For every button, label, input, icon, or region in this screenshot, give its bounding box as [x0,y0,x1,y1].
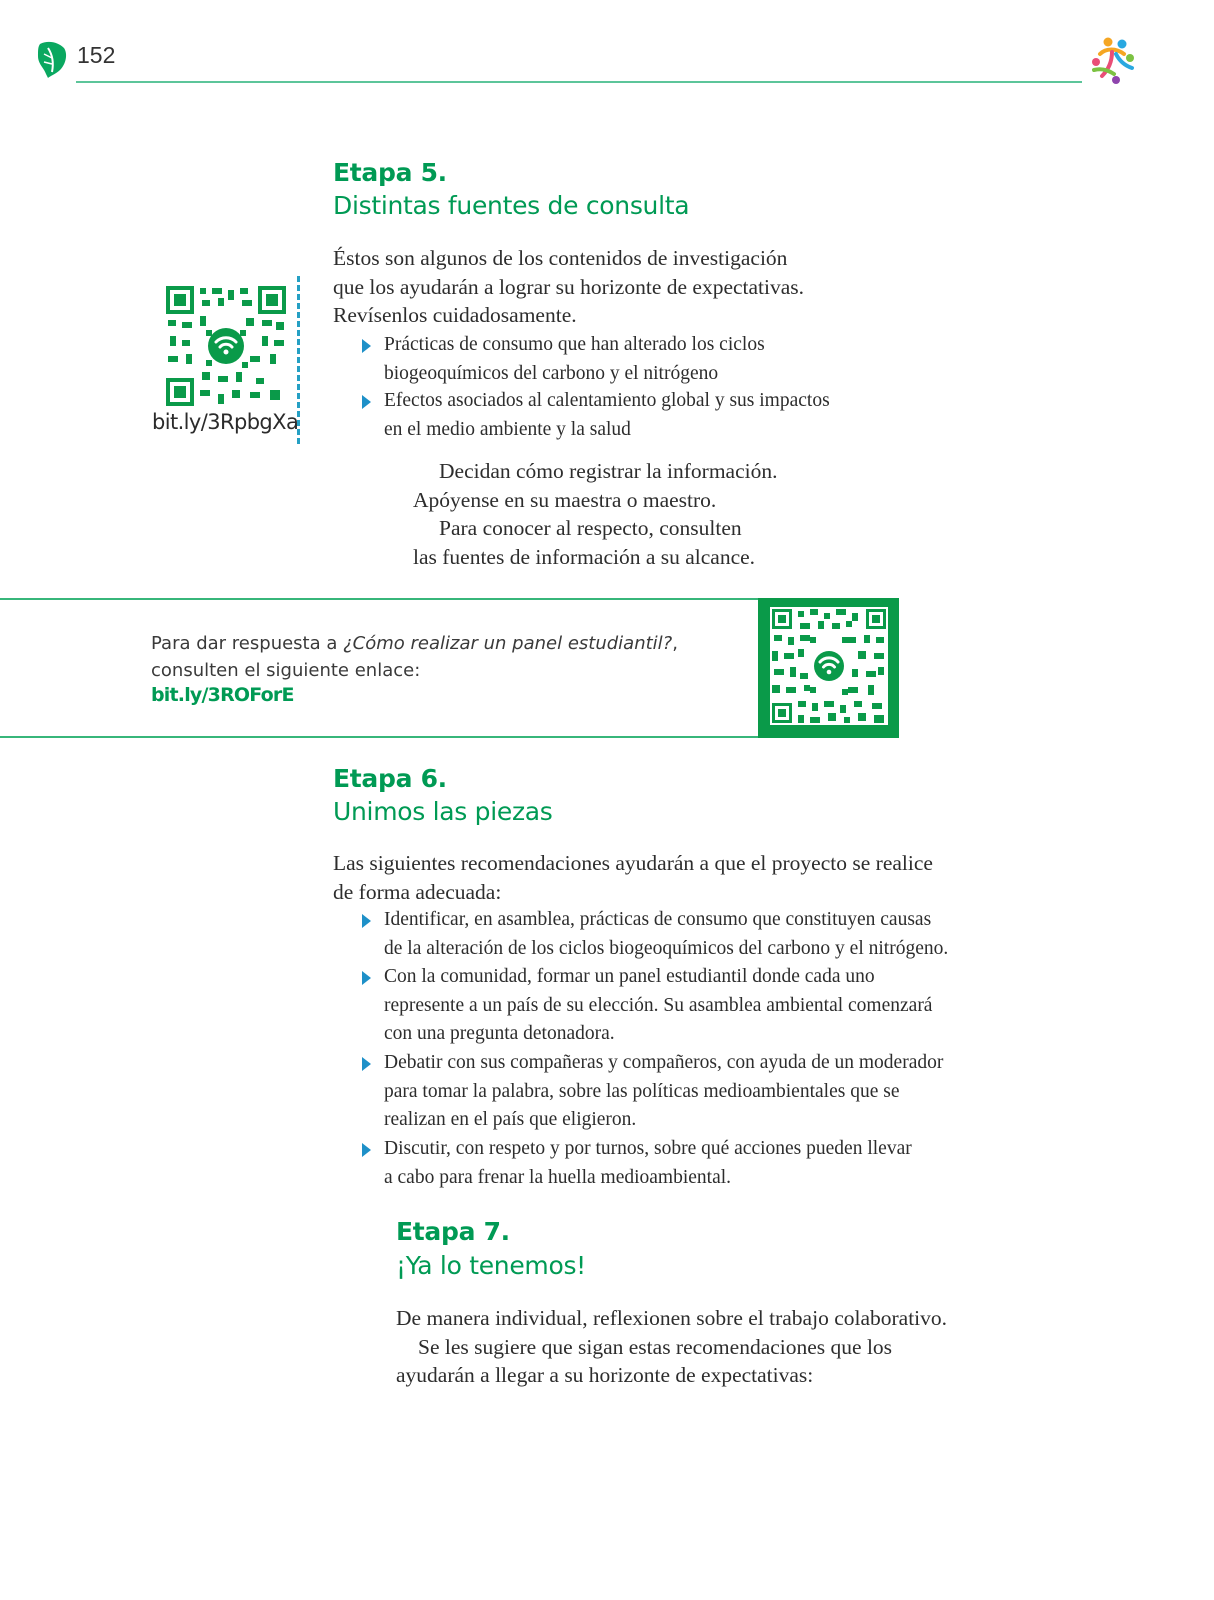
community-logo-icon [1086,32,1142,88]
list-item-line: Debatir con sus compañeras y compañeros, con ayuda de un moderador [384,1052,944,1073]
band-text-line: consulten el siguiente enlace: [151,660,421,681]
bullet-arrow-icon [362,914,371,928]
band-rule-bottom [0,736,758,738]
etapa7-text [396,1304,947,1390]
list-item-line: Discutir, con respeto y por turnos, sobre qué acciones pueden llevar [384,1138,912,1159]
band-text-italic: ¿Cómo realizar un panel estudiantil? [343,633,673,654]
qr-code-icon[interactable] [166,286,286,406]
etapa5-intro [333,244,804,330]
list-item [384,1049,943,1135]
etapa5-intro-line: Éstos son algunos de los contenidos de investigación [333,246,788,270]
band-text-part: Para dar respuesta a [151,633,344,654]
list-item [384,1135,912,1192]
note-line: las fuentes de información a su alcance. [413,544,756,569]
bullet-arrow-icon [362,339,371,353]
etapa5-note [413,457,813,571]
band-text-part: , [672,633,678,654]
bullet-arrow-icon [362,1143,371,1157]
etapa6-intro-line: Las siguientes recomendaciones ayudarán a que el proyecto se realice [333,851,933,875]
band-link[interactable]: bit.ly/3ROForE [151,684,294,706]
list-item-line: de la alteración de los ciclos biogeoquímicos del carbono y el nitrógeno. [384,937,949,959]
list-item-line: Identificar, en asamblea, prácticas de consumo que constituyen causas [384,909,932,930]
bullet-arrow-icon [362,1057,371,1071]
list-item [384,906,948,963]
band-text [151,630,678,684]
etapa5-intro-line: Revísenlos cuidadosamente. [333,303,577,327]
header-rule [76,81,1082,83]
list-item-line: en el medio ambiente y la salud [384,418,631,440]
leaf-icon [34,38,70,78]
list-item-line: Con la comunidad, formar un panel estudiantil donde cada uno [384,966,875,987]
list-item-line: Prácticas de consumo que han alterado los ciclos [384,334,765,355]
note-line: Para conocer al respecto, consulten [439,516,742,540]
qr-link-label[interactable]: bit.ly/3RpbgXa [152,410,299,434]
etapa5-title: Distintas fuentes de consulta [333,191,690,220]
divider [297,276,300,444]
note-line: Apóyense en su maestra o maestro. [413,487,717,512]
list-item [384,963,932,1049]
list-item-line: a cabo para frenar la huella medioambiental. [384,1166,732,1188]
band-rule-top [0,598,758,600]
etapa6-number: Etapa 6. [333,764,447,793]
list-item-line: con una pregunta detonadora. [384,1023,615,1044]
bullet-arrow-icon [362,971,371,985]
list-item-line: para tomar la palabra, sobre las políticas medioambientales que se [384,1080,900,1102]
etapa6-title: Unimos las piezas [333,797,553,826]
etapa7-line: De manera individual, reflexionen sobre el trabajo colaborativo. [396,1306,948,1330]
list-item [384,387,830,444]
etapa5-number: Etapa 5. [333,158,447,187]
etapa7-line: ayudarán a llegar a su horizonte de expectativas: [396,1363,814,1387]
etapa5-intro-line: que los ayudarán a lograr su horizonte de expectativas. [333,274,805,299]
etapa7-title: ¡Ya lo tenemos! [396,1251,586,1280]
etapa7-line: Se les sugiere que sigan estas recomendaciones que los [418,1334,893,1359]
note-line: Decidan cómo registrar la información. [439,459,778,483]
list-item [384,331,765,388]
bullet-arrow-icon [362,395,371,409]
band-text-line [151,630,678,657]
qr-code-icon[interactable] [770,607,888,725]
list-item-line: realizan en el país que eligieron. [384,1109,637,1130]
list-item-line: Efectos asociados al calentamiento global y sus impactos [384,390,830,411]
page-number: 152 [77,42,116,68]
etapa6-intro [333,849,933,906]
list-item-line: biogeoquímicos del carbono y el nitrógeno [384,362,719,384]
etapa7-number: Etapa 7. [396,1217,510,1246]
etapa6-intro-line: de forma adecuada: [333,879,502,904]
list-item-line: represente a un país de su elección. Su asamblea ambiental comenzará [384,994,933,1016]
